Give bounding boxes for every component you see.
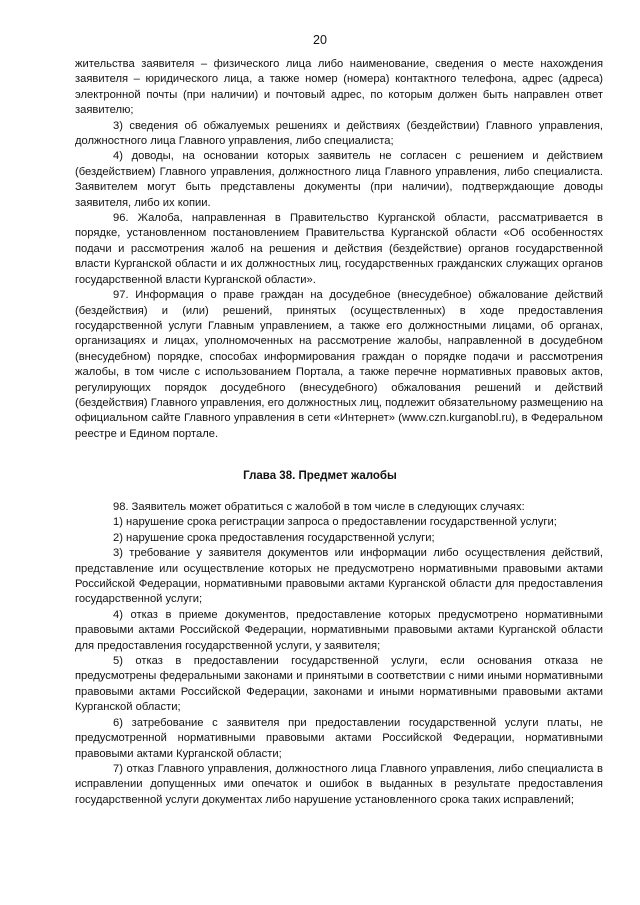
document-body-top: [75, 57, 603, 442]
paragraph-item-3: 3) сведения об обжалуемых решениях и действиях (бездействии) Главного управления, должностного лица Главного управления, либо специалиста;: [75, 119, 603, 148]
list-item-5: 5) отказ в предоставлении государственной услуги, если основания отказа не предусмотрены федеральными законами и принятыми в соответствии с ними иными нормативными правовыми актами Российской Федерации, законами и иными нормативными правовыми актами Курганской области;: [75, 655, 603, 714]
chapter-heading: Глава 38. Предмет жалобы: [243, 470, 397, 482]
list-item-7: 7) отказ Главного управления, должностного лица Главного управления, либо специалиста в исправлении допущенных ими опечаток и ошибок в выданных в результате предоставления государственной услуги документах либо нарушение установленного срока таких исправлений;: [75, 762, 603, 806]
list-item-6: 6) затребование с заявителя при предоставлении государственной услуги платы, не предусмотренной нормативными правовыми актами Российской Федерации, нормативными правовыми актами Курганской области;: [75, 716, 603, 760]
document-body-bottom: [75, 500, 603, 808]
paragraph-98: 98. Заявитель может обратиться с жалобой в том числе в следующих случаях:: [113, 501, 525, 513]
paragraph-item-4: 4) доводы, на основании которых заявитель не согласен с решением и действием (бездействием) Главного управления, должностного лица Главного управления, либо специалиста. Заявителем могут быть представлены документы (при наличии), подтверждающие доводы заявителя, либо их копии.: [75, 150, 603, 209]
paragraph-96: 96. Жалоба, направленная в Правительство Курганской области, рассматривается в порядке, установленном постановлением Правительства Курганской области «Об особенностях подачи и рассмотрения жалоб на решения и действия (бездействие) органов государственной власти Курганской области и их должностных лиц, государственных гражданских служащих органов государственной власти Курганской области».: [75, 212, 603, 286]
list-item-2: 2) нарушение срока предоставления государственной услуги;: [113, 531, 435, 544]
list-item-4: 4) отказ в приеме документов, предоставление которых предусмотрено нормативными правовыми актами Российской Федерации, нормативными правовыми актами Курганской области для предоставления государственной услуги, у заявителя;: [75, 608, 603, 652]
list-item-1: 1) нарушение срока регистрации запроса о предоставлении государственной услуги;: [113, 516, 557, 529]
list-item-3: 3) требование у заявителя документов или информации либо осуществления действий, представление или осуществление которых не предусмотрено нормативными правовыми актами Российской Федерации, нормативными правовыми актами Курганской области для предоставления государственной услуги;: [75, 547, 603, 606]
paragraph-continuation: жительства заявителя – физического лица либо наименование, сведения о месте нахождения заявителя – юридического лица, а также номер (номера) контактного телефона, адрес (адреса) электронной почты (при наличии) и почтовый адрес, по которым должен быть направлен ответ заявителю;: [75, 58, 603, 117]
page-number: 20: [313, 33, 327, 47]
paragraph-97: 97. Информация о праве граждан на досудебное (внесудебное) обжалование действий (бездействия) и (или) решений, принятых (осуществленных) в ходе предоставления государственной услуги Главным управлением, а также его должностными лицами, об органах, организациях и лицах, уполномоченных на рассмотрение жалобы, направленной в досудебном (внесудебном) порядке, способах информирования граждан о порядке подачи и рассмотрения жалобы, в том числе с использованием Портала, а также перечне нормативных правовых актов, регулирующих порядок досудебного (внесудебного) обжалования решений и действий (бездействия) Главного управления, его должностных лиц, подлежит обязательному размещению на официальном сайте Главного управления в сети «Интернет» (www.czn.kurganobl.ru), в Федеральном реестре и Едином портале.: [75, 289, 603, 440]
